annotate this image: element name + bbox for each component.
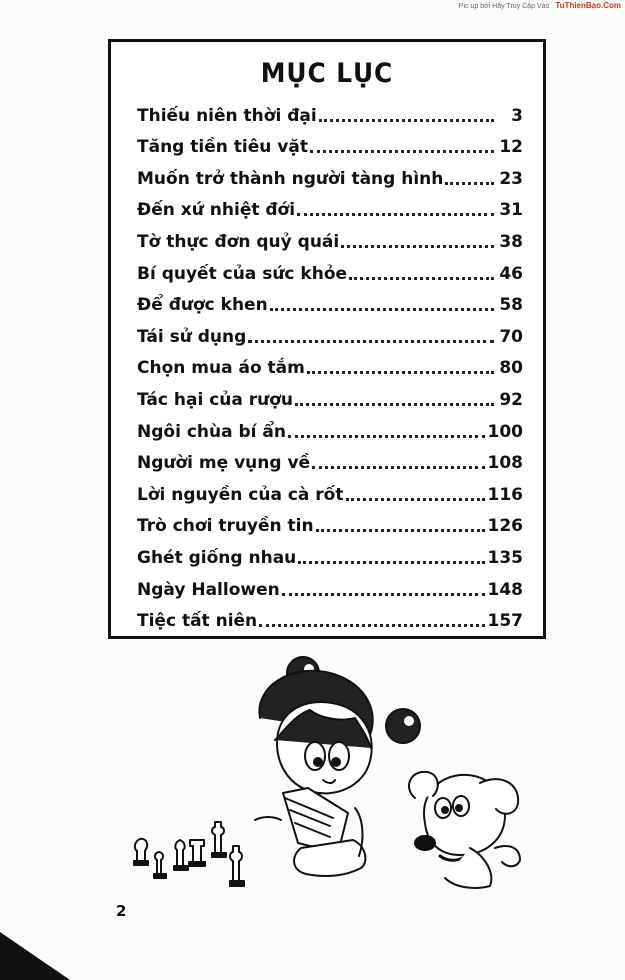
toc-item-page: 12 xyxy=(499,137,523,158)
toc-item xyxy=(137,505,523,537)
toc-item-title: Lời nguyền của cà rốt xyxy=(137,484,344,505)
toc-item-page: 108 xyxy=(487,453,523,474)
toc-item-title: Người mẹ vụng về xyxy=(137,453,311,474)
toc-leader-dots xyxy=(307,371,494,374)
chess-pieces xyxy=(134,822,244,886)
toc-item xyxy=(137,536,523,568)
toc-item-page: 135 xyxy=(487,547,523,568)
toc-item-title: Thiếu niên thời đại xyxy=(137,105,317,126)
watermark xyxy=(459,1,621,10)
toc-leader-dots xyxy=(298,561,484,564)
toc-leader-dots xyxy=(270,308,494,311)
toc-item-page: 157 xyxy=(487,611,523,632)
toc-item-title: Tác hại của rượu xyxy=(137,389,294,410)
toc-item-page: 23 xyxy=(499,168,523,189)
toc-item xyxy=(137,157,523,189)
toc-item xyxy=(137,252,523,284)
toc-item xyxy=(137,126,523,158)
toc-item xyxy=(137,378,523,410)
toc-item-page: 148 xyxy=(487,579,523,600)
toc-leader-dots xyxy=(310,150,494,153)
toc-item xyxy=(137,189,523,221)
toc-item xyxy=(137,315,523,347)
toc-leader-dots xyxy=(248,340,494,343)
toc-item-title: Tiệc tất niên xyxy=(137,611,258,632)
toc-item-title: Ghét giống nhau xyxy=(137,547,297,568)
toc-item-title: Ngôi chùa bí ẩn xyxy=(137,421,286,442)
toc-leader-dots xyxy=(288,435,485,438)
toc-list xyxy=(137,94,523,631)
toc-item xyxy=(137,347,523,379)
dog-character xyxy=(409,772,520,888)
toc-item-title: Muốn trở thành người tàng hình xyxy=(137,168,444,189)
toc-item-page: 31 xyxy=(499,200,523,221)
scan-corner-shadow xyxy=(0,932,70,980)
toc-item-title: Trò chơi truyền tin xyxy=(137,516,314,537)
toc-title: MỤC LỤC xyxy=(260,58,394,89)
toc-item xyxy=(137,473,523,505)
toc-item xyxy=(137,410,523,442)
toc-item-page: 46 xyxy=(499,263,523,284)
toc-leader-dots xyxy=(282,593,485,596)
toc-leader-dots xyxy=(259,624,484,627)
toc-leader-dots xyxy=(445,182,494,185)
toc-item-page: 70 xyxy=(499,326,523,347)
toc-item-page: 3 xyxy=(511,105,523,126)
toc-item-page: 116 xyxy=(487,484,523,505)
toc-item-page: 38 xyxy=(499,231,523,252)
toc-item-page: 126 xyxy=(487,516,523,537)
toc-item xyxy=(137,284,523,316)
toc-item-title: Tờ thực đơn quỷ quái xyxy=(137,231,340,252)
toc-item-page: 100 xyxy=(487,421,523,442)
toc-leader-dots xyxy=(346,498,485,501)
toc-leader-dots xyxy=(341,245,494,248)
toc-leader-dots xyxy=(295,403,494,406)
watermark-text: Pic up bởi Hãy Truy Cập Vào xyxy=(458,3,550,10)
toc-item xyxy=(137,568,523,600)
page-number: 2 xyxy=(116,902,127,920)
toc-leader-dots xyxy=(297,213,494,216)
toc-leader-dots xyxy=(312,466,484,469)
toc-item xyxy=(137,94,523,126)
toc-item xyxy=(137,220,523,252)
toc-item-page: 92 xyxy=(499,389,523,410)
toc-item xyxy=(137,442,523,474)
toc-item-page: 58 xyxy=(499,295,523,316)
table-of-contents xyxy=(108,39,546,639)
toc-item-page: 80 xyxy=(499,358,523,379)
girl-character xyxy=(255,657,420,876)
toc-item-title: Để được khen xyxy=(137,295,268,316)
toc-item-title: Bí quyết của sức khỏe xyxy=(137,263,348,284)
toc-leader-dots xyxy=(319,119,494,122)
toc-leader-dots xyxy=(349,277,494,280)
toc-item-title: Ngày Hallowen xyxy=(137,579,280,600)
toc-item xyxy=(137,600,523,632)
toc-item-title: Đến xứ nhiệt đới xyxy=(137,200,296,221)
toc-leader-dots xyxy=(316,529,485,532)
cartoon-illustration xyxy=(125,648,535,893)
toc-item-title: Chọn mua áo tắm xyxy=(137,358,305,379)
toc-item-title: Tái sử dụng xyxy=(137,326,247,347)
toc-item-title: Tăng tiền tiêu vặt xyxy=(137,137,308,158)
watermark-brand: TuThienBao.Com xyxy=(555,1,621,10)
